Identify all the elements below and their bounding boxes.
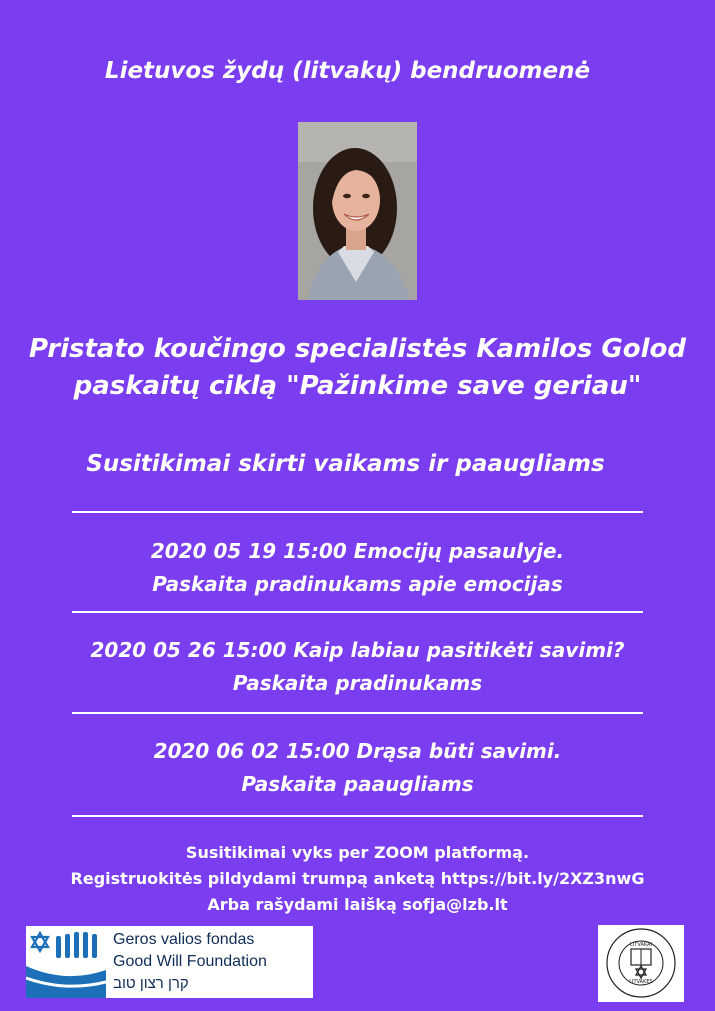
headline-line-1: Pristato koučingo specialistės Kamilos Golod bbox=[29, 334, 686, 364]
seal-inner-bottom: LITVAKES bbox=[629, 979, 653, 985]
session-description: Paskaita paaugliams bbox=[241, 772, 474, 796]
speaker-portrait bbox=[298, 122, 417, 300]
divider-2 bbox=[72, 611, 643, 613]
registration-link[interactable]: Registruokitės pildydami trumpą anketą https://bit.ly/2XZ3nwG bbox=[70, 869, 645, 888]
sponsor-name-he: קרן רצון טוב bbox=[113, 975, 189, 992]
organization-title: Lietuvos žydų (litvakų) bendruomenė bbox=[104, 58, 591, 84]
contact-email[interactable]: Arba rašydami laišką sofja@lzb.lt bbox=[207, 895, 508, 914]
headline-line-2: paskaitų ciklą "Pažinkime save geriau" bbox=[73, 371, 642, 401]
headline bbox=[0, 331, 715, 405]
seal-emblem-icon bbox=[598, 925, 684, 1002]
divider-4 bbox=[72, 815, 643, 817]
divider-3 bbox=[72, 712, 643, 714]
session-item bbox=[0, 535, 715, 601]
menorah-star-icon bbox=[26, 926, 106, 998]
platform-note: Susitikimai vyks per ZOOM platformą. bbox=[185, 843, 530, 862]
divider-1 bbox=[72, 511, 643, 513]
sponsor-name-lt: Geros valios fondas bbox=[113, 931, 255, 948]
session-title: 2020 05 19 15:00 Emocijų pasaulyje. bbox=[150, 539, 565, 563]
seal-inner-top: LITVAKAI bbox=[630, 942, 652, 948]
subtitle: Susitikimai skirti vaikams ir paaugliams bbox=[86, 451, 605, 477]
community-seal-logo bbox=[598, 925, 684, 1002]
good-will-foundation-logo bbox=[26, 926, 313, 998]
session-title: 2020 05 26 15:00 Kaip labiau pasitikėti savimi? bbox=[90, 638, 625, 662]
session-title: 2020 06 02 15:00 Drąsa būti savimi. bbox=[153, 739, 562, 763]
speaker-photo-illustration bbox=[298, 122, 417, 300]
session-description: Paskaita pradinukams apie emocijas bbox=[152, 572, 563, 596]
session-item bbox=[0, 735, 715, 801]
registration-info bbox=[0, 840, 715, 918]
session-item bbox=[0, 634, 715, 700]
session-description: Paskaita pradinukams bbox=[232, 671, 483, 695]
sponsor-name-en: Good Will Foundation bbox=[113, 953, 267, 970]
